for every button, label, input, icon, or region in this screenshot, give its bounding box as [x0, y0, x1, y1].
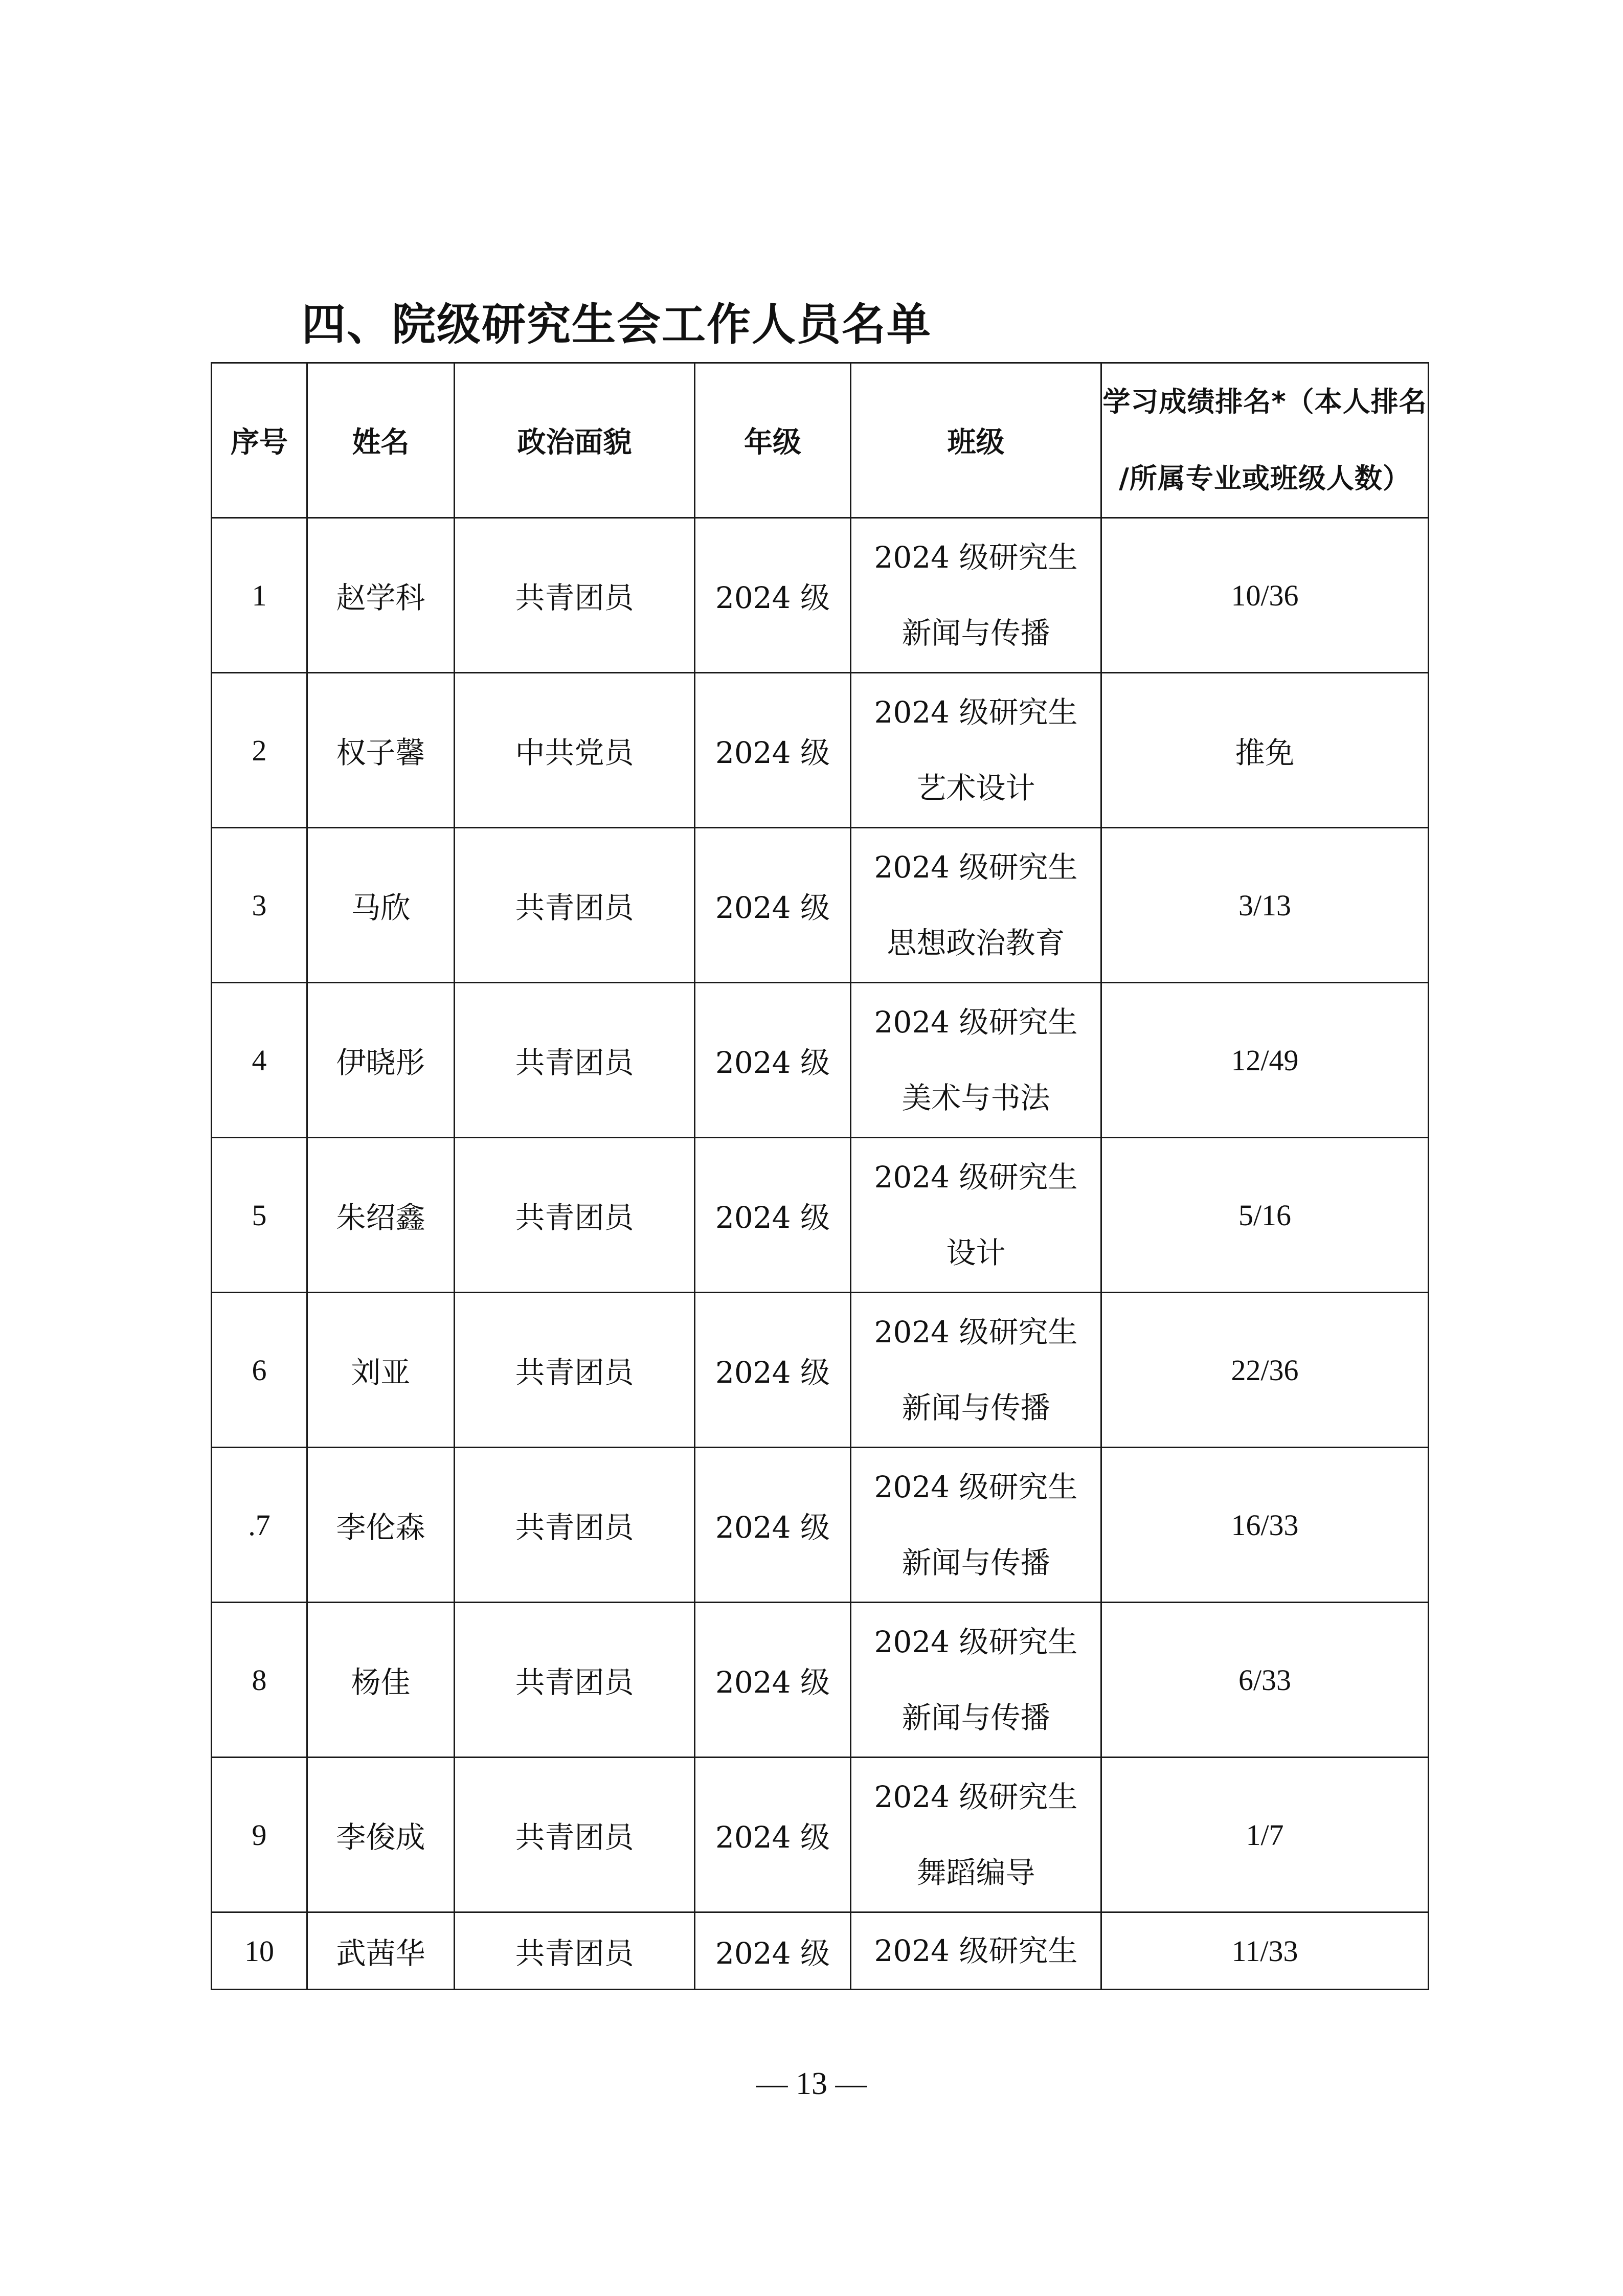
cell-name: 权子馨 — [307, 673, 455, 828]
cell-class — [851, 1912, 1101, 1990]
cell-political-status: 共青团员 — [455, 1138, 695, 1293]
cell-class — [851, 1758, 1101, 1912]
header-political-status: 政治面貌 — [455, 363, 695, 518]
cell-grade: 2024 级 — [695, 983, 851, 1138]
table-row — [212, 983, 1429, 1138]
table-row — [212, 1138, 1429, 1293]
cell-class-line1: 2024 级研究生 — [874, 1933, 1078, 1968]
cell-index: .7 — [212, 1448, 307, 1603]
cell-ranking: 11/33 — [1101, 1912, 1429, 1990]
table-row — [212, 1293, 1429, 1448]
cell-class — [851, 518, 1101, 673]
table-row — [212, 673, 1429, 828]
cell-class-line1: 2024 级研究生 — [874, 1625, 1078, 1659]
cell-class — [851, 983, 1101, 1138]
cell-name: 伊晓彤 — [307, 983, 455, 1138]
cell-name: 杨佳 — [307, 1603, 455, 1758]
cell-class — [851, 1138, 1101, 1293]
cell-class — [851, 1603, 1101, 1758]
cell-class-line1: 2024 级研究生 — [874, 1315, 1078, 1349]
cell-class — [851, 1293, 1101, 1448]
cell-grade: 2024 级 — [695, 1758, 851, 1912]
cell-political-status: 共青团员 — [455, 828, 695, 983]
cell-political-status: 共青团员 — [455, 1293, 695, 1448]
cell-index: 10 — [212, 1912, 307, 1990]
cell-ranking: 5/16 — [1101, 1138, 1429, 1293]
cell-political-status: 共青团员 — [455, 1758, 695, 1912]
cell-grade: 2024 级 — [695, 673, 851, 828]
cell-class-line2: 思想政治教育 — [887, 926, 1065, 960]
header-ranking-line2: /所属专业或班级人数） — [1119, 462, 1411, 494]
cell-ranking: 10/36 — [1101, 518, 1429, 673]
cell-ranking: 推免 — [1101, 673, 1429, 828]
cell-ranking: 6/33 — [1101, 1603, 1429, 1758]
cell-index: 1 — [212, 518, 307, 673]
cell-name: 武茜华 — [307, 1912, 455, 1990]
cell-class-line1: 2024 级研究生 — [874, 1780, 1078, 1814]
cell-class — [851, 1448, 1101, 1603]
cell-class-line1: 2024 级研究生 — [874, 1005, 1078, 1040]
cell-political-status: 中共党员 — [455, 673, 695, 828]
staff-roster-table — [211, 362, 1429, 1990]
table-row — [212, 1603, 1429, 1758]
table-row — [212, 518, 1429, 673]
cell-class-line2: 新闻与传播 — [901, 1545, 1050, 1580]
table-row — [212, 1912, 1429, 1990]
cell-class-line2: 新闻与传播 — [901, 616, 1050, 650]
cell-ranking: 16/33 — [1101, 1448, 1429, 1603]
cell-grade: 2024 级 — [695, 1293, 851, 1448]
cell-class-line2: 新闻与传播 — [901, 1700, 1050, 1735]
cell-class-line1: 2024 级研究生 — [874, 695, 1078, 730]
header-grade: 年级 — [695, 363, 851, 518]
cell-index: 8 — [212, 1603, 307, 1758]
page-number: — 13 — — [756, 2066, 867, 2101]
cell-grade: 2024 级 — [695, 828, 851, 983]
table-row — [212, 1758, 1429, 1912]
cell-index: 9 — [212, 1758, 307, 1912]
cell-index: 6 — [212, 1293, 307, 1448]
cell-class-line2: 新闻与传播 — [901, 1390, 1050, 1425]
cell-grade: 2024 级 — [695, 518, 851, 673]
header-class: 班级 — [851, 363, 1101, 518]
cell-political-status: 共青团员 — [455, 518, 695, 673]
cell-ranking: 3/13 — [1101, 828, 1429, 983]
cell-index: 4 — [212, 983, 307, 1138]
cell-class-line2: 艺术设计 — [916, 771, 1035, 805]
cell-political-status: 共青团员 — [455, 1448, 695, 1603]
cell-name: 朱绍鑫 — [307, 1138, 455, 1293]
cell-class — [851, 673, 1101, 828]
cell-class — [851, 828, 1101, 983]
cell-ranking: 12/49 — [1101, 983, 1429, 1138]
cell-name: 赵学科 — [307, 518, 455, 673]
cell-class-line2: 美术与书法 — [901, 1081, 1050, 1115]
cell-grade: 2024 级 — [695, 1448, 851, 1603]
cell-index: 3 — [212, 828, 307, 983]
cell-index: 2 — [212, 673, 307, 828]
cell-ranking: 1/7 — [1101, 1758, 1429, 1912]
table-row — [212, 828, 1429, 983]
cell-name: 马欣 — [307, 828, 455, 983]
header-name: 姓名 — [307, 363, 455, 518]
cell-class-line1: 2024 级研究生 — [874, 1470, 1078, 1504]
page-title: 四、院级研究生会工作人员名单 — [302, 299, 932, 350]
cell-class-line2: 设计 — [946, 1235, 1006, 1270]
cell-political-status: 共青团员 — [455, 983, 695, 1138]
header-ranking — [1101, 363, 1429, 518]
cell-class-line1: 2024 级研究生 — [874, 1160, 1078, 1195]
cell-class-line2: 舞蹈编导 — [916, 1855, 1035, 1890]
cell-class-line1: 2024 级研究生 — [874, 540, 1078, 575]
table-row — [212, 1448, 1429, 1603]
cell-name: 李俊成 — [307, 1758, 455, 1912]
cell-grade: 2024 级 — [695, 1912, 851, 1990]
cell-class-line1: 2024 级研究生 — [874, 850, 1078, 885]
cell-grade: 2024 级 — [695, 1138, 851, 1293]
header-index: 序号 — [212, 363, 307, 518]
cell-name: 刘亚 — [307, 1293, 455, 1448]
header-ranking-line1: 学习成绩排名*（本人排名 — [1102, 386, 1427, 418]
cell-grade: 2024 级 — [695, 1603, 851, 1758]
cell-ranking: 22/36 — [1101, 1293, 1429, 1448]
cell-name: 李伦森 — [307, 1448, 455, 1603]
cell-political-status: 共青团员 — [455, 1912, 695, 1990]
cell-index: 5 — [212, 1138, 307, 1293]
cell-political-status: 共青团员 — [455, 1603, 695, 1758]
table-header-row — [212, 363, 1429, 518]
